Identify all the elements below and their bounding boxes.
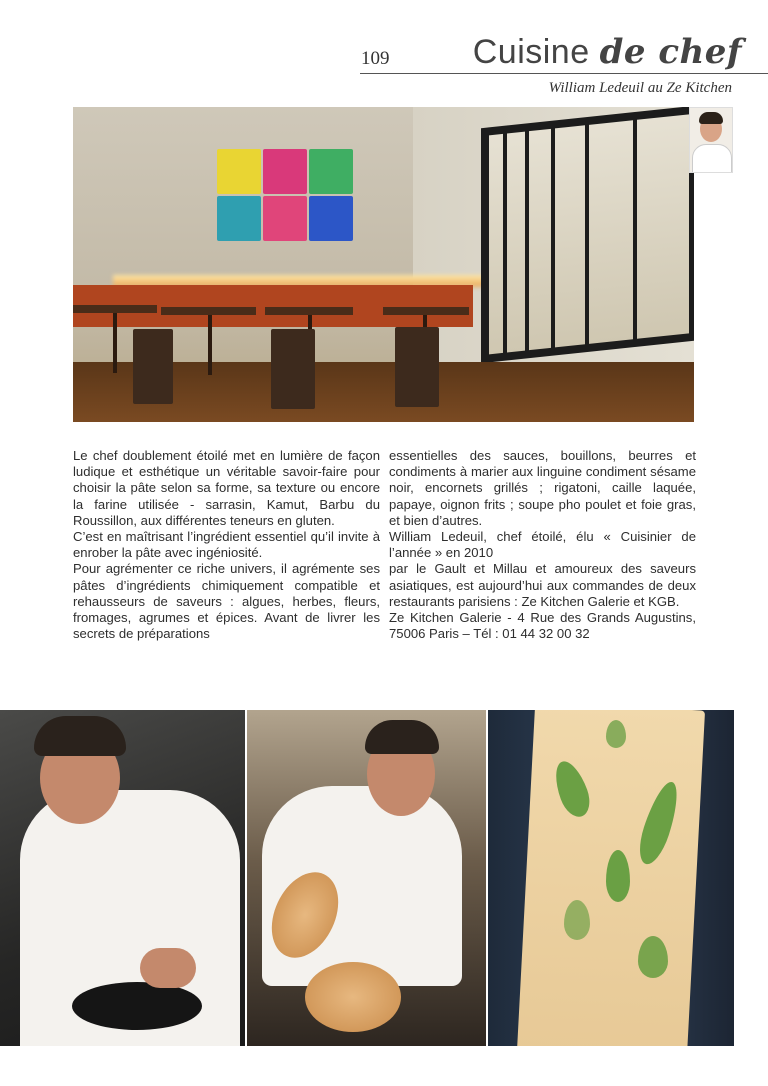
header-divider bbox=[360, 73, 768, 74]
wall-artwork bbox=[217, 149, 353, 241]
restaurant-dining-room-photo bbox=[73, 107, 694, 422]
paragraph: essentielles des sauces, bouillons, beurres et condiments à marier aux linguine condiment sésame noir, encornets grillés ; rigatoni, caille laquée, papaye, oignon frits ; soupe pho poulet et foie gras, et bien d’autres. bbox=[389, 448, 696, 528]
page-number: 109 bbox=[361, 48, 390, 69]
section-title-plain: Cuisine bbox=[472, 33, 590, 71]
address: Ze Kitchen Galerie - 4 Rue des Grands Augustins, 75006 Paris – Tél : 01 44 32 00 32 bbox=[389, 610, 696, 642]
paragraph: par le Gault et Millau et amoureux des saveurs asiatiques, est aujourd’hui aux commandes de deux restaurants parisiens : Ze Kitchen Galerie et KGB. bbox=[389, 561, 696, 609]
section-title bbox=[473, 32, 742, 72]
chef-plating-photo bbox=[0, 710, 245, 1046]
paragraph: Le chef doublement étoilé met en lumière de façon ludique et esthétique un véritable savoir-faire pour choisir la pâte selon sa forme, sa texture ou encore la farine utilisée - sarrasin, Kamut, Barbu du Roussillon, aux différentes teneurs en gluten. bbox=[73, 448, 380, 528]
chef-steamer-photo bbox=[247, 710, 486, 1046]
article-left-column bbox=[73, 448, 380, 642]
article-right-column bbox=[389, 448, 696, 642]
section-title-accent: de chef bbox=[599, 32, 742, 72]
article-subtitle: William Ledeuil au Ze Kitchen bbox=[548, 80, 732, 96]
paragraph: Pour agrémenter ce riche univers, il agrémente ses pâtes d’ingrédients chimiquement compatible et rehausseurs de saveurs : algues, herbes, fleurs, fromages, agrumes et épices. Avant de livrer les secrets de préparations bbox=[73, 561, 380, 642]
chef-portrait-photo bbox=[689, 107, 733, 173]
paragraph: C’est en maîtrisant l’ingrédient essentiel qu’il invite à enrober la pâte avec ingéniosité. bbox=[73, 529, 380, 561]
pasta-sheet-herbs-photo bbox=[488, 710, 734, 1046]
kitchen-window bbox=[481, 107, 694, 363]
paragraph: William Ledeuil, chef étoilé, élu « Cuisinier de l’année » en 2010 bbox=[389, 529, 696, 561]
